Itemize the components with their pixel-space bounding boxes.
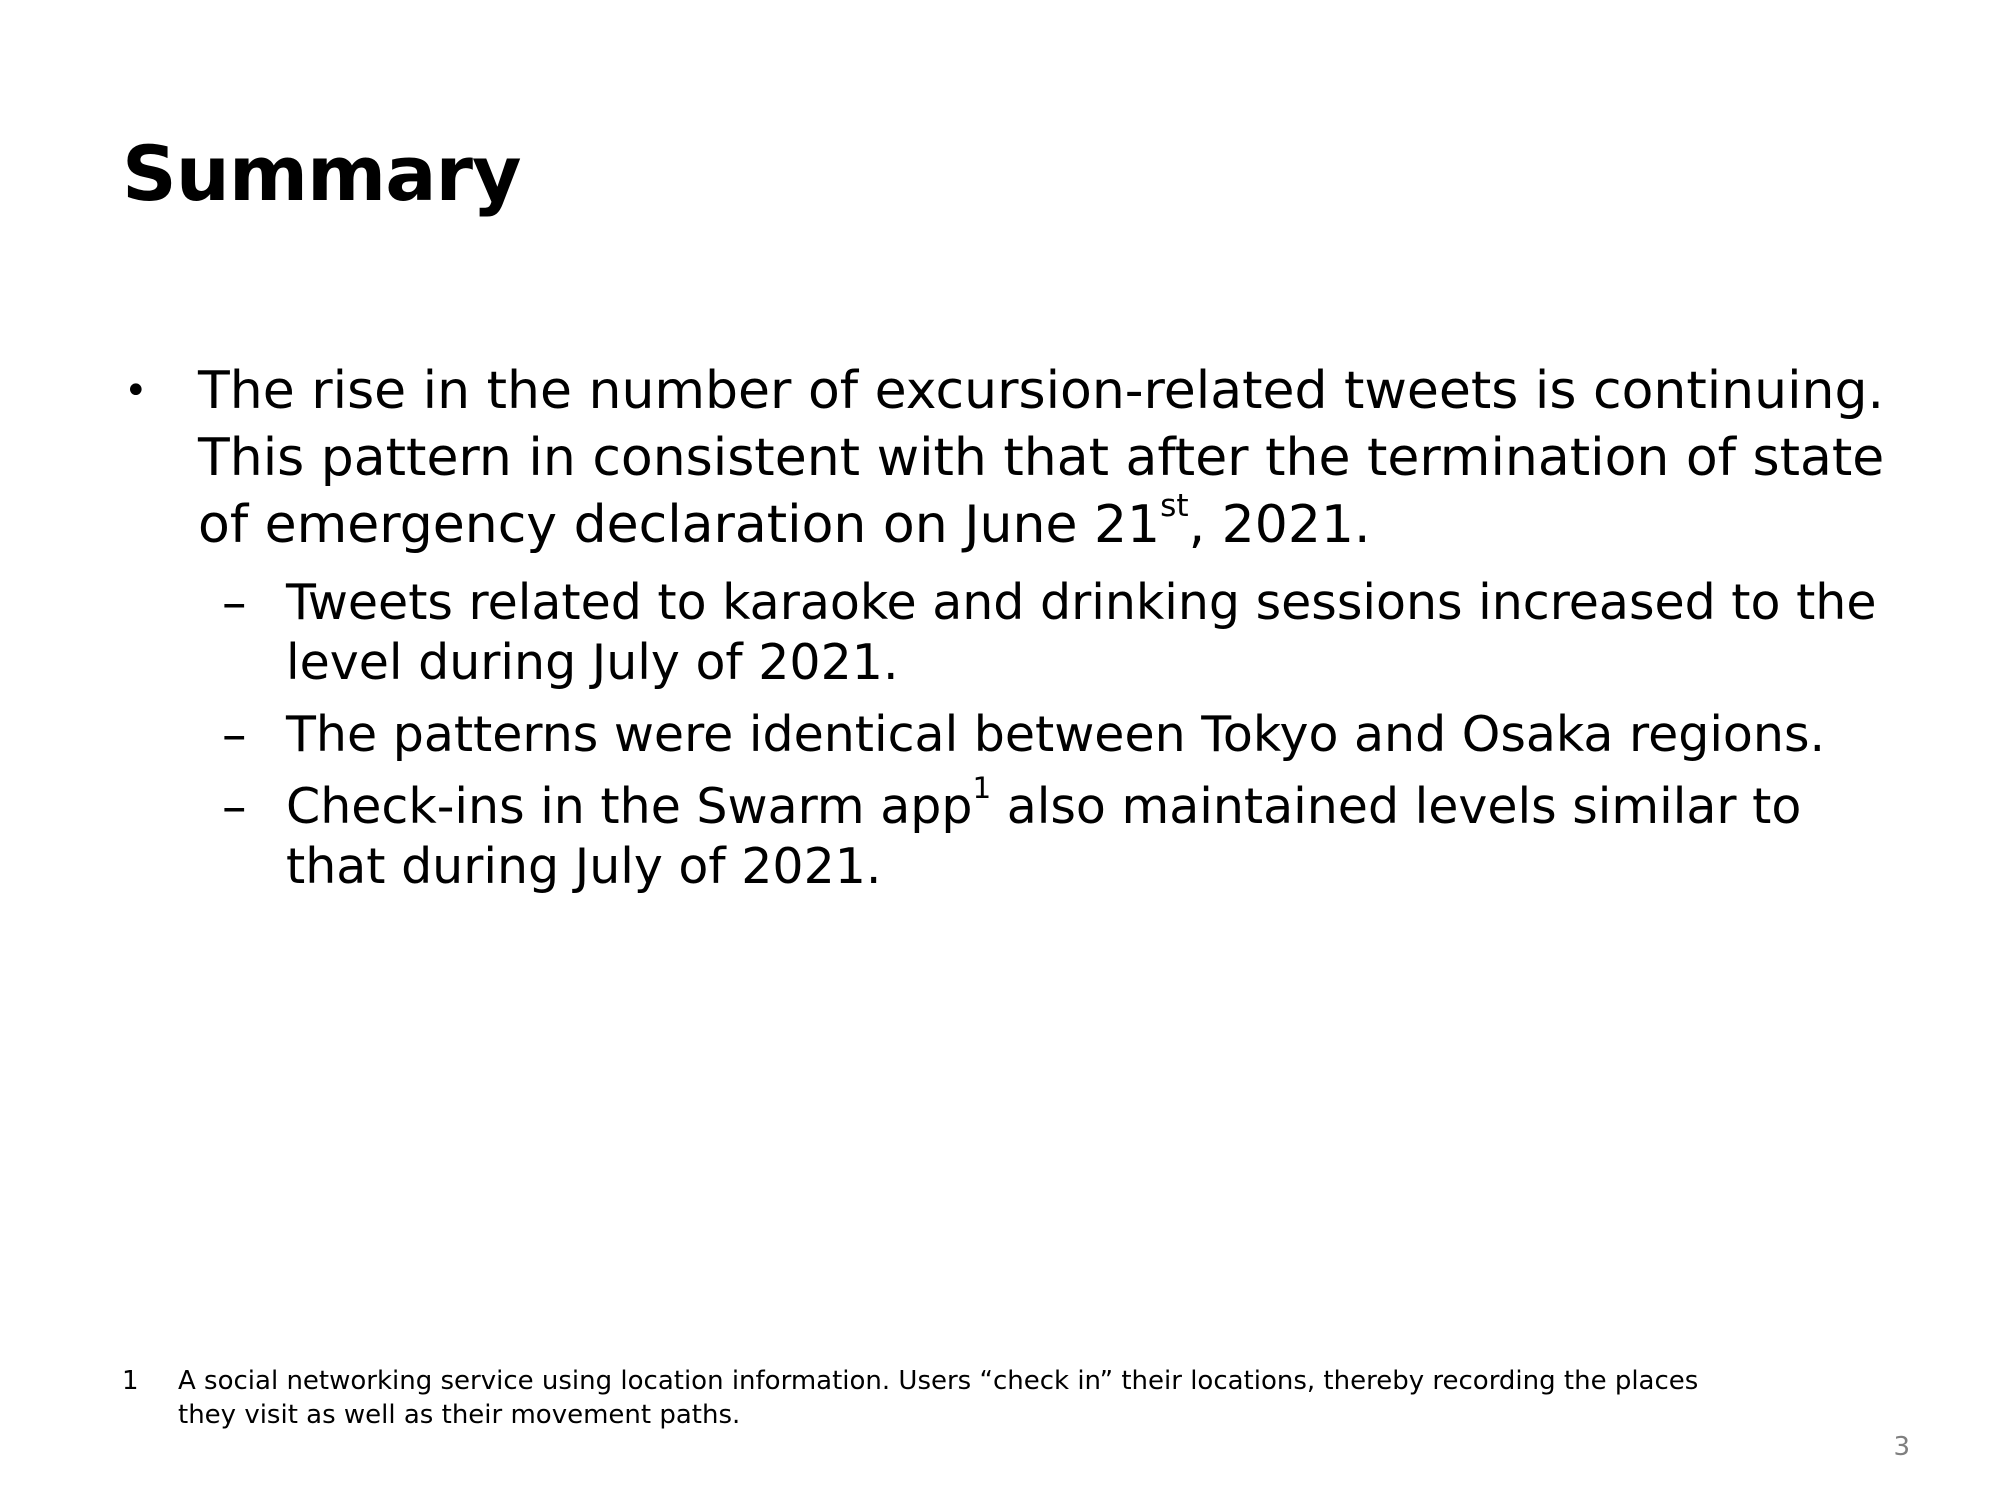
slide-title: Summary — [122, 129, 521, 218]
footnote — [122, 1364, 1722, 1432]
footnote-reference: 1 — [972, 771, 992, 806]
footnote-number: 1 — [122, 1366, 139, 1396]
sub-bullet-swarm — [222, 771, 1906, 897]
dash-marker: – — [222, 778, 247, 835]
sub-bullet-regions — [222, 705, 1906, 765]
dash-marker: – — [222, 706, 247, 763]
sub-bullet-list — [122, 573, 1922, 897]
sub-bullet-text: The patterns were identical between Tokyo and Osaka regions. — [286, 706, 1826, 763]
bullet-list — [122, 358, 1922, 909]
bullet-marker: • — [124, 368, 148, 414]
sub-bullet-karaoke — [222, 573, 1906, 693]
dash-marker: – — [222, 574, 247, 631]
sub-bullet-text-end: also maintained levels similar to that during July of 2021. — [286, 778, 1802, 895]
main-bullet — [122, 358, 1918, 559]
page-number: 3 — [1893, 1432, 1910, 1462]
sub-bullet-text: Tweets related to karaoke and drinking sessions increased to the level during July of 2021. — [286, 574, 1877, 691]
main-bullet-text: The rise in the number of excursion-related tweets is continuing. This pattern in consistent with that after the termination of state of emergency declaration on June 21 — [198, 361, 1885, 555]
superscript-ordinal: st — [1160, 487, 1189, 524]
footnote-text: A social networking service using location information. Users “check in” their locations, thereby recording the places they visit as well as their movement paths. — [178, 1366, 1699, 1430]
main-bullet-text-end: , 2021. — [1188, 495, 1371, 555]
sub-bullet-text: Check-ins in the Swarm app — [286, 778, 973, 835]
